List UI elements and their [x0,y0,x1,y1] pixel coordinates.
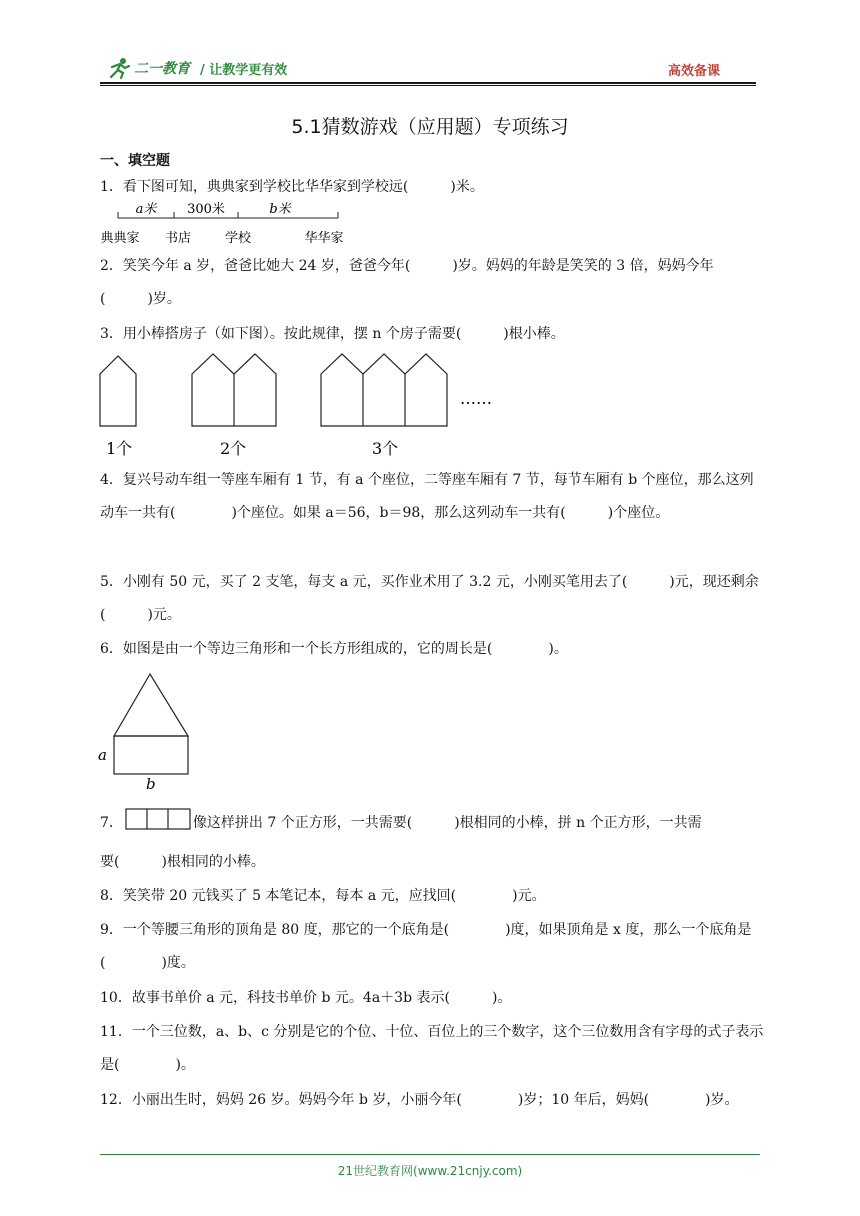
footer-divider [100,1154,760,1155]
question-1: 1．看下图可知，典典家到学校比华华家到学校远( )米。 [100,179,484,195]
question-6: 6．如图是由一个等边三角形和一个长方形组成的，它的周长是( )。 [100,641,568,657]
question-7 [100,807,764,840]
header-right-label: 高效备课 [667,64,720,79]
page-title: 5.1猜数游戏（应用题）专项练习 [291,116,569,138]
seg-label-300: 300米 [187,202,225,217]
place-bookstore: 书店 [164,231,192,246]
page-header [100,54,756,84]
label-1-house: 1个 [106,439,133,458]
question-12: 12．小丽出生时，妈妈 26 岁。妈妈今年 b 岁，小丽今年( )岁；10 年后，妈妈( )岁。 [100,1092,739,1108]
footer: 21世纪教育网(www.21cnjy.com) [337,1164,523,1178]
runner-logo-icon [106,57,132,79]
question-10: 10．故事书单价 a 元，科技书单价 b 元。4a＋3b 表示( )。 [100,990,512,1006]
question-3: 3．用小棒搭房子（如下图）。按此规律，摆 n 个房子需要( )根小棒。 [100,326,565,342]
place-huahua: 华华家 [304,231,344,246]
question-4: 4．复兴号动车组一等座车厢有 1 节，有 a 个座位，二等座车厢有 7 节，每节车厢有 b 个座位，那么这列动车一共有( )个座位。如果 a＝56，b＝98，那么这列动车一共有( )个座位。 [100,472,754,521]
side-label-b: b [146,775,156,792]
question-7-text: 像这样拼出 7 个正方形，一共需要( )根相同的小棒，拼 n 个正方形，一共需 [192,815,702,831]
label-2-houses: 2个 [220,439,247,458]
place-diandian: 典典家 [100,231,140,246]
ellipsis: …… [460,389,492,408]
question-11: 11．一个三位数，a、b、c 分别是它的个位、十位、百位上的三个数字，这个三位数用含有字母的式子表示是( )。 [100,1024,764,1073]
side-label-a: a [98,746,107,764]
question-8: 8．笑笑带 20 元钱买了 5 本笔记本，每本 a 元，应找回( )元。 [100,888,546,904]
question-7-line2: 要( )根相同的小棒。 [100,854,265,870]
logo-text: 二一教育 [134,61,190,77]
place-school: 学校 [224,231,252,246]
header-divider [100,82,756,84]
question-5: 5．小刚有 50 元，买了 2 支笔，每支 a 元，买作业术用了 3.2 元，小刚买笔用去了( )元，现还剩余( )元。 [100,574,759,623]
section-heading: 一、填空题 [100,153,170,169]
question-2: 2．笑笑今年 a 岁，爸爸比她大 24 岁，爸爸今年( )岁。妈妈的年龄是笑笑的 3 倍，妈妈今年( )岁。 [100,258,714,307]
logo [106,56,287,80]
question-9: 9．一个等腰三角形的顶角是 80 度，那它的一个底角是( )度，如果顶角是 x 度，那么一个底角是( )度。 [100,922,752,971]
slogan: / 让教学更有效 [200,62,288,78]
figure-houses [96,352,516,460]
seg-label-a: a米 [135,202,157,217]
figure-triangle-rectangle [94,668,204,792]
figure-distance-line [98,200,358,250]
label-3-houses: 3个 [372,439,399,458]
header-divider-thin [100,85,756,86]
question-7-number: 7． [100,815,123,831]
squares-figure [125,808,191,826]
seg-label-b: b米 [269,202,291,217]
